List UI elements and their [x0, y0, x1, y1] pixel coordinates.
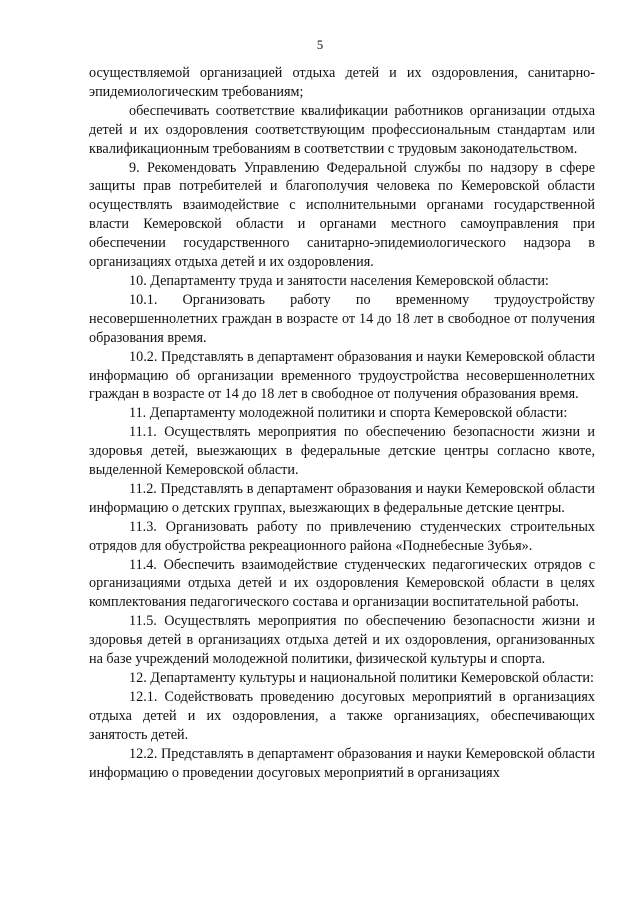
document-body: [89, 64, 595, 782]
paragraph-9: 9. Рекомендовать Управлению Федеральной службы по надзору в сфере защиты прав потребителей и благополучия человека по Кемеровской области осуществлять взаимодействие с исполнительными органами государственной власти Кемеровской области и органами местного самоуправления при обеспечении государственного санитарно-эпидемиологического надзора в организациях отдыха детей и их оздоровления.: [89, 159, 595, 271]
paragraph-11-4: 11.4. Обеспечить взаимодействие студенческих педагогических отрядов с организациями отдыха детей и их оздоровления Кемеровской области в целях комплектования педагогического состава и организации воспитательной работы.: [89, 556, 595, 611]
paragraph-continuation: осуществляемой организацией отдыха детей и их оздоровления, санитарно-эпидемиологическим требованиям;: [89, 65, 595, 100]
paragraph-12: 12. Департаменту культуры и национальной политики Кемеровской области:: [129, 670, 594, 686]
paragraph-12-1: 12.1. Содействовать проведению досуговых мероприятий в организациях отдыха детей и их оздоровления, а также организациях, обеспечивающих занятость детей.: [89, 688, 595, 743]
paragraph-12-2: 12.2. Представлять в департамент образования и науки Кемеровской области информацию о проведении досуговых мероприятий в организациях: [89, 745, 595, 781]
paragraph-10-2: 10.2. Представлять в департамент образования и науки Кемеровской области информацию об организации временного трудоустройства несовершеннолетних граждан в возрасте от 14 до 18 лет в свободное от получения образования время.: [89, 348, 595, 403]
paragraph-11-3: 11.3. Организовать работу по привлечению студенческих строительных отрядов для обустройства рекреационного района «Поднебесные Зубья».: [89, 518, 595, 554]
paragraph-11-5: 11.5. Осуществлять мероприятия по обеспечению безопасности жизни и здоровья детей в организациях отдыха детей и их оздоровления, организованных на базе учреждений молодежной политики, физической культуры и спорта.: [89, 613, 595, 668]
paragraph-10-1: 10.1. Организовать работу по временному трудоустройству несовершеннолетних граждан в возрасте от 14 до 18 лет в свободное от получения образования время.: [89, 291, 595, 346]
paragraph-11-2: 11.2. Представлять в департамент образования и науки Кемеровской области информацию о детских группах, выезжающих в федеральные детские центры.: [89, 480, 595, 516]
paragraph-11: 11. Департаменту молодежной политики и спорта Кемеровской области:: [129, 405, 568, 422]
paragraph-11-1: 11.1. Осуществлять мероприятия по обеспечению безопасности жизни и здоровья детей, выезжающих в федеральные детские центры согласно квоте, выделенной Кемеровской области.: [89, 424, 595, 479]
paragraph-10: 10. Департаменту труда и занятости населения Кемеровской области:: [129, 272, 549, 289]
page-number: 5: [316, 38, 324, 52]
paragraph-qualification: обеспечивать соответствие квалификации работников организации отдыха детей и их оздоровления соответствующим профессиональным стандартам или квалификационным требованиям в соответствии с трудовым законодательством.: [89, 102, 595, 157]
